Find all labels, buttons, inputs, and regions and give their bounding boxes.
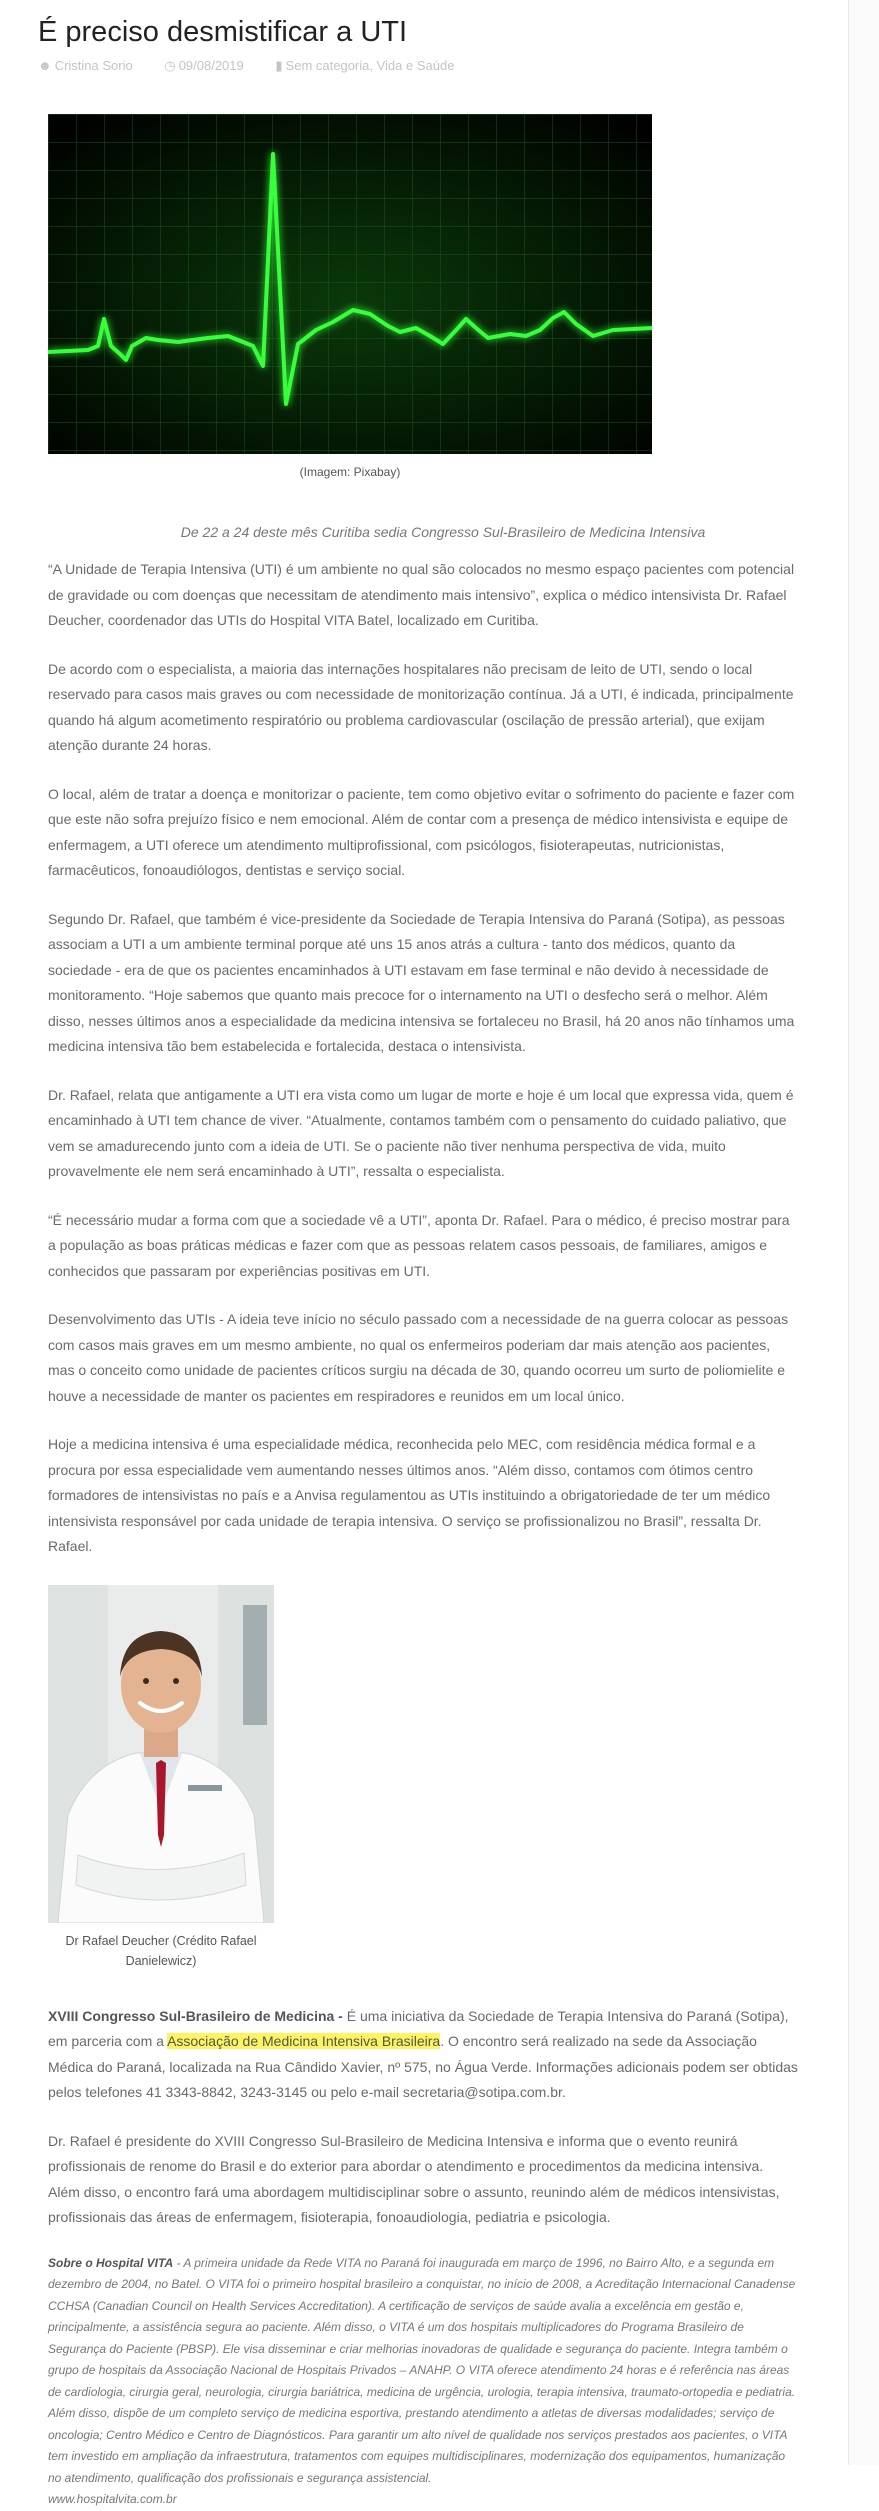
paragraph: “A Unidade de Terapia Intensiva (UTI) é um ambiente no qual são colocados no mesmo espaço pacientes com potencial de gravidade ou com doenças que necessitam de atendimento mais intensivo”, explica o médico intensivista Dr. Rafael Deucher, coordenador das UTIs do Hospital VITA Batel, localizado em Curitiba. [48, 561, 795, 628]
meta-categories [275, 58, 468, 73]
congress-text-after: . O encontro será realizado na sede da Associação Médica do Paraná, localizada na Rua Cândido Xavier, nº 575, no Água Verde. Informações adicionais podem ser obtidas pelos telefones 41 3343-8842, 3243-3145 ou pelo e-mail secretaria@sotipa.com.br. [48, 2033, 798, 2100]
hero-caption: (Imagem: Pixabay) [299, 465, 401, 479]
ecg-illustration [48, 114, 652, 454]
date-text: 09/08/2019 [178, 58, 244, 73]
paragraph: De acordo com o especialista, a maioria das internações hospitalares não precisam de leito de UTI, sendo o local reservado para casos mais graves ou com necessidade de monitorização contínua. Já a UTI, é indicada, principalmente quando há algum acometimento respiratório ou problema cardiovascular (oscilação de pressão arterial), que exijam atenção durante 24 horas. [48, 660, 794, 753]
paragraph: Dr. Rafael, relata que antigamente a UTI era vista como um lugar de morte e hoje é um local que expressa vida, quem é encaminhado à UTI tem chance de viver. “Atualmente, contamos também com o pensamento do cuidado paliativo, que vem se amadurecendo junto com a ideia de UTI. Se o paciente não tiver nenhuma perspectiva de vida, muito provavelmente ele nem será encaminhado à UTI”, ressalta o especialista. [48, 1086, 794, 1179]
sidebar-background [849, 0, 879, 2465]
user-icon: ☻ [38, 58, 52, 73]
portrait-photo [48, 1585, 274, 1923]
folder-icon: ▮ [275, 58, 283, 73]
president-paragraph: Dr. Rafael é presidente do XVIII Congresso Sul-Brasileiro de Medicina Intensiva e informa que o evento reunirá profissionais de renome do Brasil e do exterior para abordar o atendimento e procedimentos da medicina intensiva. Além disso, o encontro fará uma abordagem multidisciplinar sobre o assunto, reunindo além de médicos intensivistas, profissionais das áreas de enfermagem, fisioterapia, fonoaudiologia, pediatria e psicologia. [48, 2132, 780, 2225]
author-link[interactable]: Cristina Sorio [54, 58, 133, 73]
amib-link[interactable]: Associação de Medicina Intensiva Brasileira [167, 2033, 441, 2049]
article-body [48, 557, 798, 1560]
article-meta [38, 56, 848, 76]
about-text: - A primeira unidade da Rede VITA no Paraná foi inaugurada em março de 1996, no Bairro Alto, e a segunda em dezembro de 2004, no Batel. O VITA foi o primeiro hospital brasileiro a conquistar, no início de 2008, a Acreditação Internacional Canadense CCHSA (Canadian Council on Health Services Accreditation). A certificação de serviços de saúde avalia a excelência em gestão e, principalmente, a assistência segura ao paciente. Além disso, o VITA é um dos hospitais multiplicadores do Programa Brasileiro de Segurança do Paciente (PBSP). Ele visa disseminar e criar melhorias inovadoras de qualidade e segurança do paciente. Integra também o grupo de hospitais da Associação Nacional de Hospitais Privados – ANAHP. O VITA oferece atendimento 24 horas e é referência nas áreas de cardiologia, cirurgia geral, neurologia, cirurgia bariátrica, medicina de urgência, urologia, terapia intensiva, traumato-ortopedia e pediatria. Além disso, dispõe de um completo serviço de medicina esportiva, prestando atendimento a atletas de diversas modalidades; serviço de oncologia; Centro Médico e Centro de Diagnósticos. Para garantir um alto nível de qualidade nos serviços prestados aos pacientes, o VITA tem investido em ampliação da infraestrutura, tratamentos com equipes multidisciplinares, modernização dos equipamentos, humanização no atendimento, qualificação dos profissionais e segurança assistencial. [48, 2255, 796, 2485]
paragraph: Desenvolvimento das UTIs - A ideia teve início no século passado com a necessidade de na guerra colocar as pessoas com casos mais graves em um mesmo ambiente, no qual os enfermeiros poderiam dar mais atenção aos pacientes, mas o conceito como unidade de pacientes críticos surgiu na década de 30, quando ocorreu um surto de poliomielite e houve a necessidade de manter os pacientes em respiradores e reunidos em um local único. [48, 1311, 789, 1404]
about-hospital [48, 2253, 798, 2511]
portrait-caption: Dr Rafael Deucher (Crédito Rafael Danielewicz) [65, 1933, 257, 1968]
paragraph: Hoje a medicina intensiva é uma especialidade médica, reconhecida pelo MEC, com residência médica formal e a procura por essa especialidade vem aumentando nesses últimos anos. “Além disso, contamos com ótimos centro formadores de intensivistas no país e a Anvisa regulamentou as UTIs instituindo a obrigatoriedade de ter um médico intensivista responsável por cada unidade de terapia intensiva. O serviço se profissionalizou no Brasil”, ressalta Dr. Rafael. [48, 1436, 771, 1554]
hero-image-ecg [48, 114, 652, 454]
portrait-figure [48, 1585, 274, 1971]
paragraph: O local, além de tratar a doença e monitorizar o paciente, tem como objetivo evitar o sofrimento do paciente e fazer com que este não sofra prejuízo físico e nem emocional. Além de contar com a presença de médico intensivista e equipe de enfermagem, a UTI oferece um atendimento multiprofissional, com psicólogos, fisioterapeutas, nutricionistas, farmacêuticos, fonoaudiólogos, dentistas e serviço social. [48, 785, 795, 878]
congress-text-before: É uma iniciativa da Sociedade de Terapia Intensiva do Paraná (Sotipa), em parceria com a [48, 2007, 789, 2049]
paragraph: Segundo Dr. Rafael, que também é vice-presidente da Sociedade de Terapia Intensiva do Paraná (Sotipa), as pessoas associam a UTI a um ambiente terminal porque até uns 15 anos atrás a cultura - tanto dos médicos, quanto da sociedade - era de que os pacientes encaminhados à UTI estavam em fase terminal e não devido à necessidade de monitoramento. “Hoje sabemos que quanto mais precoce for o internamento na UTI o desfecho será o melhor. Além disso, nesses últimos anos a especialidade da medicina intensiva se fortaleceu no Brasil, há 20 anos não tínhamos uma medicina intensiva tão bem estabelecida e fortalecida, destaca o intensivista. [48, 910, 795, 1054]
meta-date [164, 58, 261, 73]
congress-title: XVIII Congresso Sul-Brasileiro de Medicina - [48, 2007, 347, 2024]
lead-text: De 22 a 24 deste mês Curitiba sedia Congresso Sul-Brasileiro de Medicina Intensiva [180, 524, 706, 540]
doctor-illustration [48, 1585, 274, 1923]
congress-paragraph [48, 2004, 798, 2106]
article-body-continued [48, 2004, 798, 2231]
article-title: É preciso desmistificar a UTI [38, 16, 408, 48]
clock-icon: ◷ [164, 58, 176, 73]
meta-author [38, 58, 150, 73]
article [38, 14, 848, 2511]
paragraph: “É necessário mudar a forma com que a sociedade vê a UTI”, aponta Dr. Rafael. Para o médico, é preciso mostrar para a população as boas práticas médicas e fazer com que as pessoas relatem casos pessoais, de familiares, amigos e conhecidos que passaram por experiências positivas em UTI. [48, 1211, 790, 1279]
website-link[interactable]: www.hospitalvita.com.br [48, 2492, 177, 2506]
categories-link[interactable]: Sem categoria, Vida e Saúde [285, 58, 455, 73]
about-title: Sobre o Hospital VITA [48, 2255, 174, 2270]
